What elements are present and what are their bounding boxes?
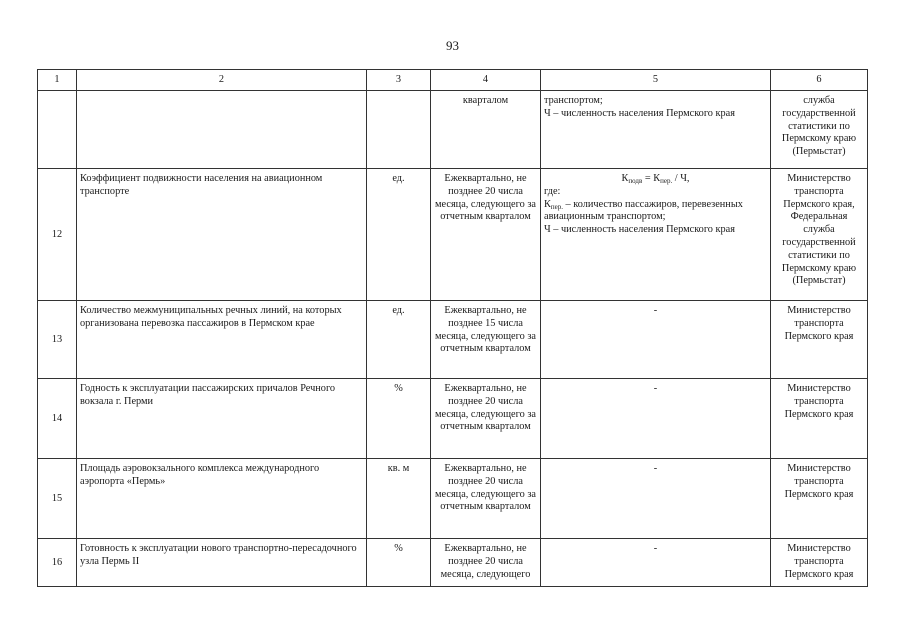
source-cell: Министерство транспорта Пермского края	[771, 539, 868, 587]
table-row	[38, 539, 868, 587]
formula-where: где:	[544, 185, 561, 197]
row-number-cell: 16	[38, 539, 77, 587]
table-row-continuation	[38, 91, 868, 169]
formula-definition: Ч – численность населения Пермского края	[544, 224, 735, 236]
formula-line: Ч – численность населения Пермского края	[544, 107, 735, 119]
period-cell: Ежеквартально, не позднее 20 числа месяца, следующего	[431, 539, 541, 587]
table-row	[38, 169, 868, 301]
row-number-cell: 12	[38, 169, 77, 301]
indicator-name-cell	[77, 91, 367, 169]
table-row	[38, 301, 868, 379]
formula-definition: $К_{пер.}$ – количество пассажиров, перевезенных авиационным транспортом;	[544, 198, 743, 223]
source-cell: Министерство транспорта Пермского края	[771, 379, 868, 459]
header-cell-3: 3	[367, 70, 431, 91]
formula-cell: -	[541, 459, 771, 539]
header-cell-2: 2	[77, 70, 367, 91]
formula-line: транспортом;	[544, 95, 603, 106]
formula-cell	[541, 169, 771, 301]
unit-cell: ед.	[367, 169, 431, 301]
period-cell: Ежеквартально, не позднее 20 числа месяца, следующего за отчетным кварталом	[431, 169, 541, 301]
formula-cell: -	[541, 379, 771, 459]
header-cell-1: 1	[38, 70, 77, 91]
period-cell: Ежеквартально, не позднее 20 числа месяца, следующего за отчетным кварталом	[431, 379, 541, 459]
table-row	[38, 379, 868, 459]
unit-cell: кв. м	[367, 459, 431, 539]
formula-expression: $К_{подв} = К_{пер.} / Ч$,	[621, 173, 690, 185]
header-cell-6: 6	[771, 70, 868, 91]
source-cell: Министерство транспорта Пермского края, Федеральная служба государственной статистики по Пермскому краю (Пермьстат)	[771, 169, 868, 301]
row-number-cell: 15	[38, 459, 77, 539]
formula-cell	[541, 91, 771, 169]
row-number-cell	[38, 91, 77, 169]
period-cell: Ежеквартально, не позднее 20 числа месяца, следующего за отчетным кварталом	[431, 459, 541, 539]
unit-cell: %	[367, 379, 431, 459]
row-number-cell: 14	[38, 379, 77, 459]
unit-cell: ед.	[367, 301, 431, 379]
formula-cell: -	[541, 539, 771, 587]
unit-cell: %	[367, 539, 431, 587]
unit-cell	[367, 91, 431, 169]
indicator-name-cell: Количество межмуниципальных речных линий, на которых организована перевозка пассажиров в Пермском крае	[77, 301, 367, 379]
table-header-row	[38, 70, 868, 91]
source-cell: Министерство транспорта Пермского края	[771, 459, 868, 539]
period-cell: кварталом	[431, 91, 541, 169]
page-number: 93	[446, 38, 459, 53]
indicator-name-cell: Коэффициент подвижности населения на авиационном транспорте	[77, 169, 367, 301]
source-cell: Министерство транспорта Пермского края	[771, 301, 868, 379]
table-row	[38, 459, 868, 539]
header-cell-4: 4	[431, 70, 541, 91]
indicator-name-cell: Площадь аэровокзального комплекса международного аэропорта «Пермь»	[77, 459, 367, 539]
indicator-name-cell: Готовность к эксплуатации нового транспортно-пересадочного узла Пермь II	[77, 539, 367, 587]
indicator-table	[37, 69, 868, 587]
source-cell: служба государственной статистики по Пермскому краю (Пермьстат)	[771, 91, 868, 169]
indicator-name-cell: Годность к эксплуатации пассажирских причалов Речного вокзала г. Перми	[77, 379, 367, 459]
header-cell-5: 5	[541, 70, 771, 91]
formula-cell: -	[541, 301, 771, 379]
row-number-cell: 13	[38, 301, 77, 379]
period-cell: Ежеквартально, не позднее 15 числа месяца, следующего за отчетным кварталом	[431, 301, 541, 379]
